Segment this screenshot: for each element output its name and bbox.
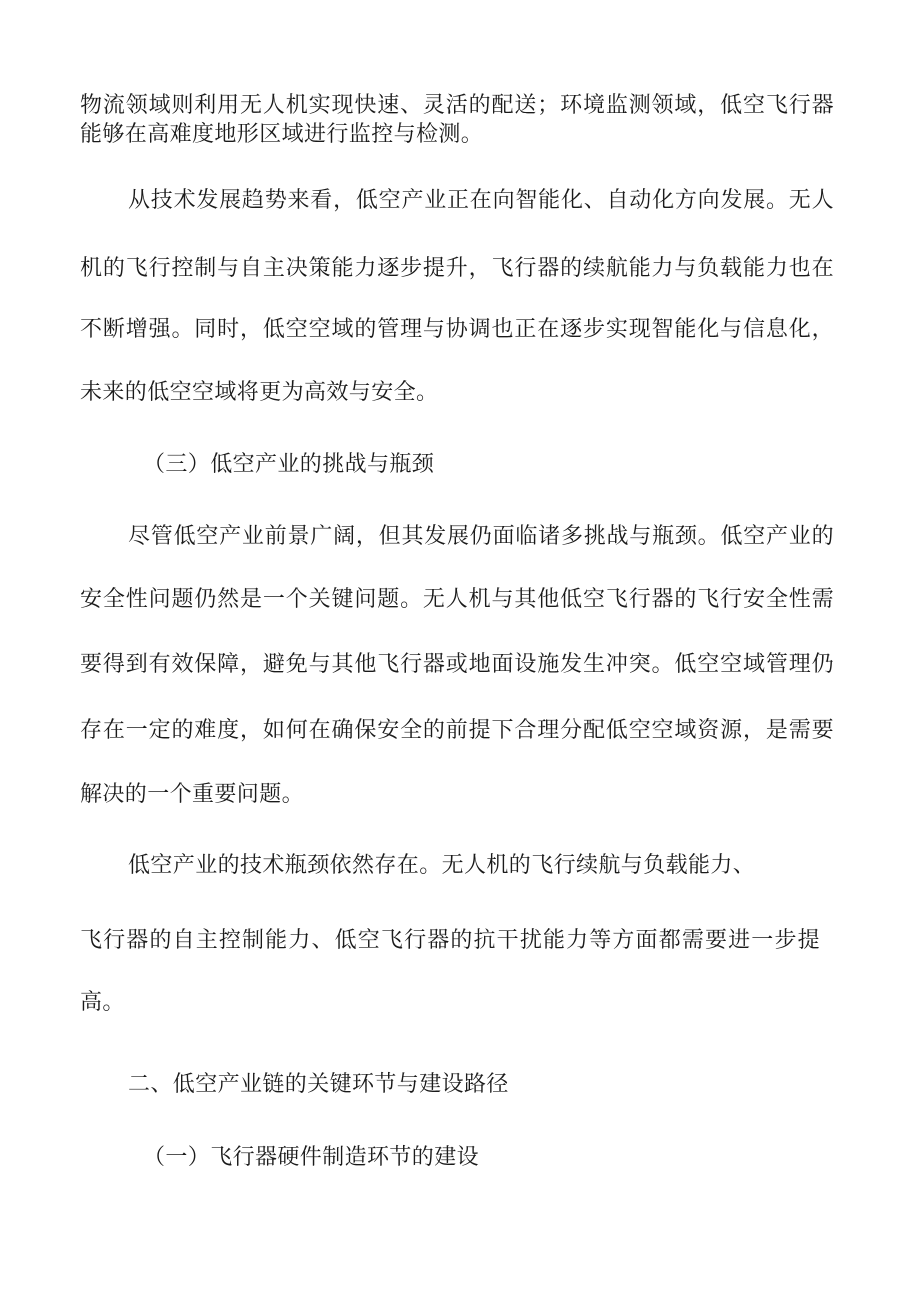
chapter-heading: 二、低空产业链的关键环节与建设路径 bbox=[128, 1072, 509, 1097]
paragraph-line: 机的飞行控制与自主决策能力逐步提升，飞行器的续航能力与负载能力也在 bbox=[80, 256, 834, 281]
paragraph-line: 能够在高难度地形区域进行监控与检测。 bbox=[80, 122, 484, 147]
paragraph-line: 从技术发展趋势来看，低空产业正在向智能化、自动化方向发展。无人 bbox=[128, 188, 834, 213]
paragraph-line: 存在一定的难度，如何在确保安全的前提下合理分配低空空域资源，是需要 bbox=[80, 718, 834, 743]
paragraph-line: 未来的低空空域将更为高效与安全。 bbox=[80, 380, 439, 405]
paragraph-line: 解决的一个重要问题。 bbox=[80, 782, 305, 807]
section-heading: （一）飞行器硬件制造环节的建设 bbox=[143, 1145, 480, 1170]
paragraph-line: 安全性问题仍然是一个关键问题。无人机与其他低空飞行器的飞行安全性需 bbox=[80, 587, 834, 612]
paragraph-line: 不断增强。同时，低空空域的管理与协调也正在逐步实现智能化与信息化， bbox=[80, 317, 834, 342]
paragraph-line: 物流领域则利用无人机实现快速、灵活的配送；环境监测领域，低空飞行器 bbox=[80, 93, 834, 118]
section-heading: （三）低空产业的挑战与瓶颈 bbox=[143, 452, 435, 477]
paragraph-line: 高。 bbox=[80, 990, 125, 1015]
paragraph-line: 要得到有效保障，避免与其他飞行器或地面设施发生冲突。低空空域管理仍 bbox=[80, 652, 834, 677]
paragraph-line: 低空产业的技术瓶颈依然存在。无人机的飞行续航与负载能力、 bbox=[128, 853, 756, 878]
paragraph-line: 尽管低空产业前景广阔，但其发展仍面临诸多挑战与瓶颈。低空产业的 bbox=[128, 524, 834, 549]
paragraph-line: 飞行器的自主控制能力、低空飞行器的抗干扰能力等方面都需要进一步提 bbox=[80, 928, 820, 953]
